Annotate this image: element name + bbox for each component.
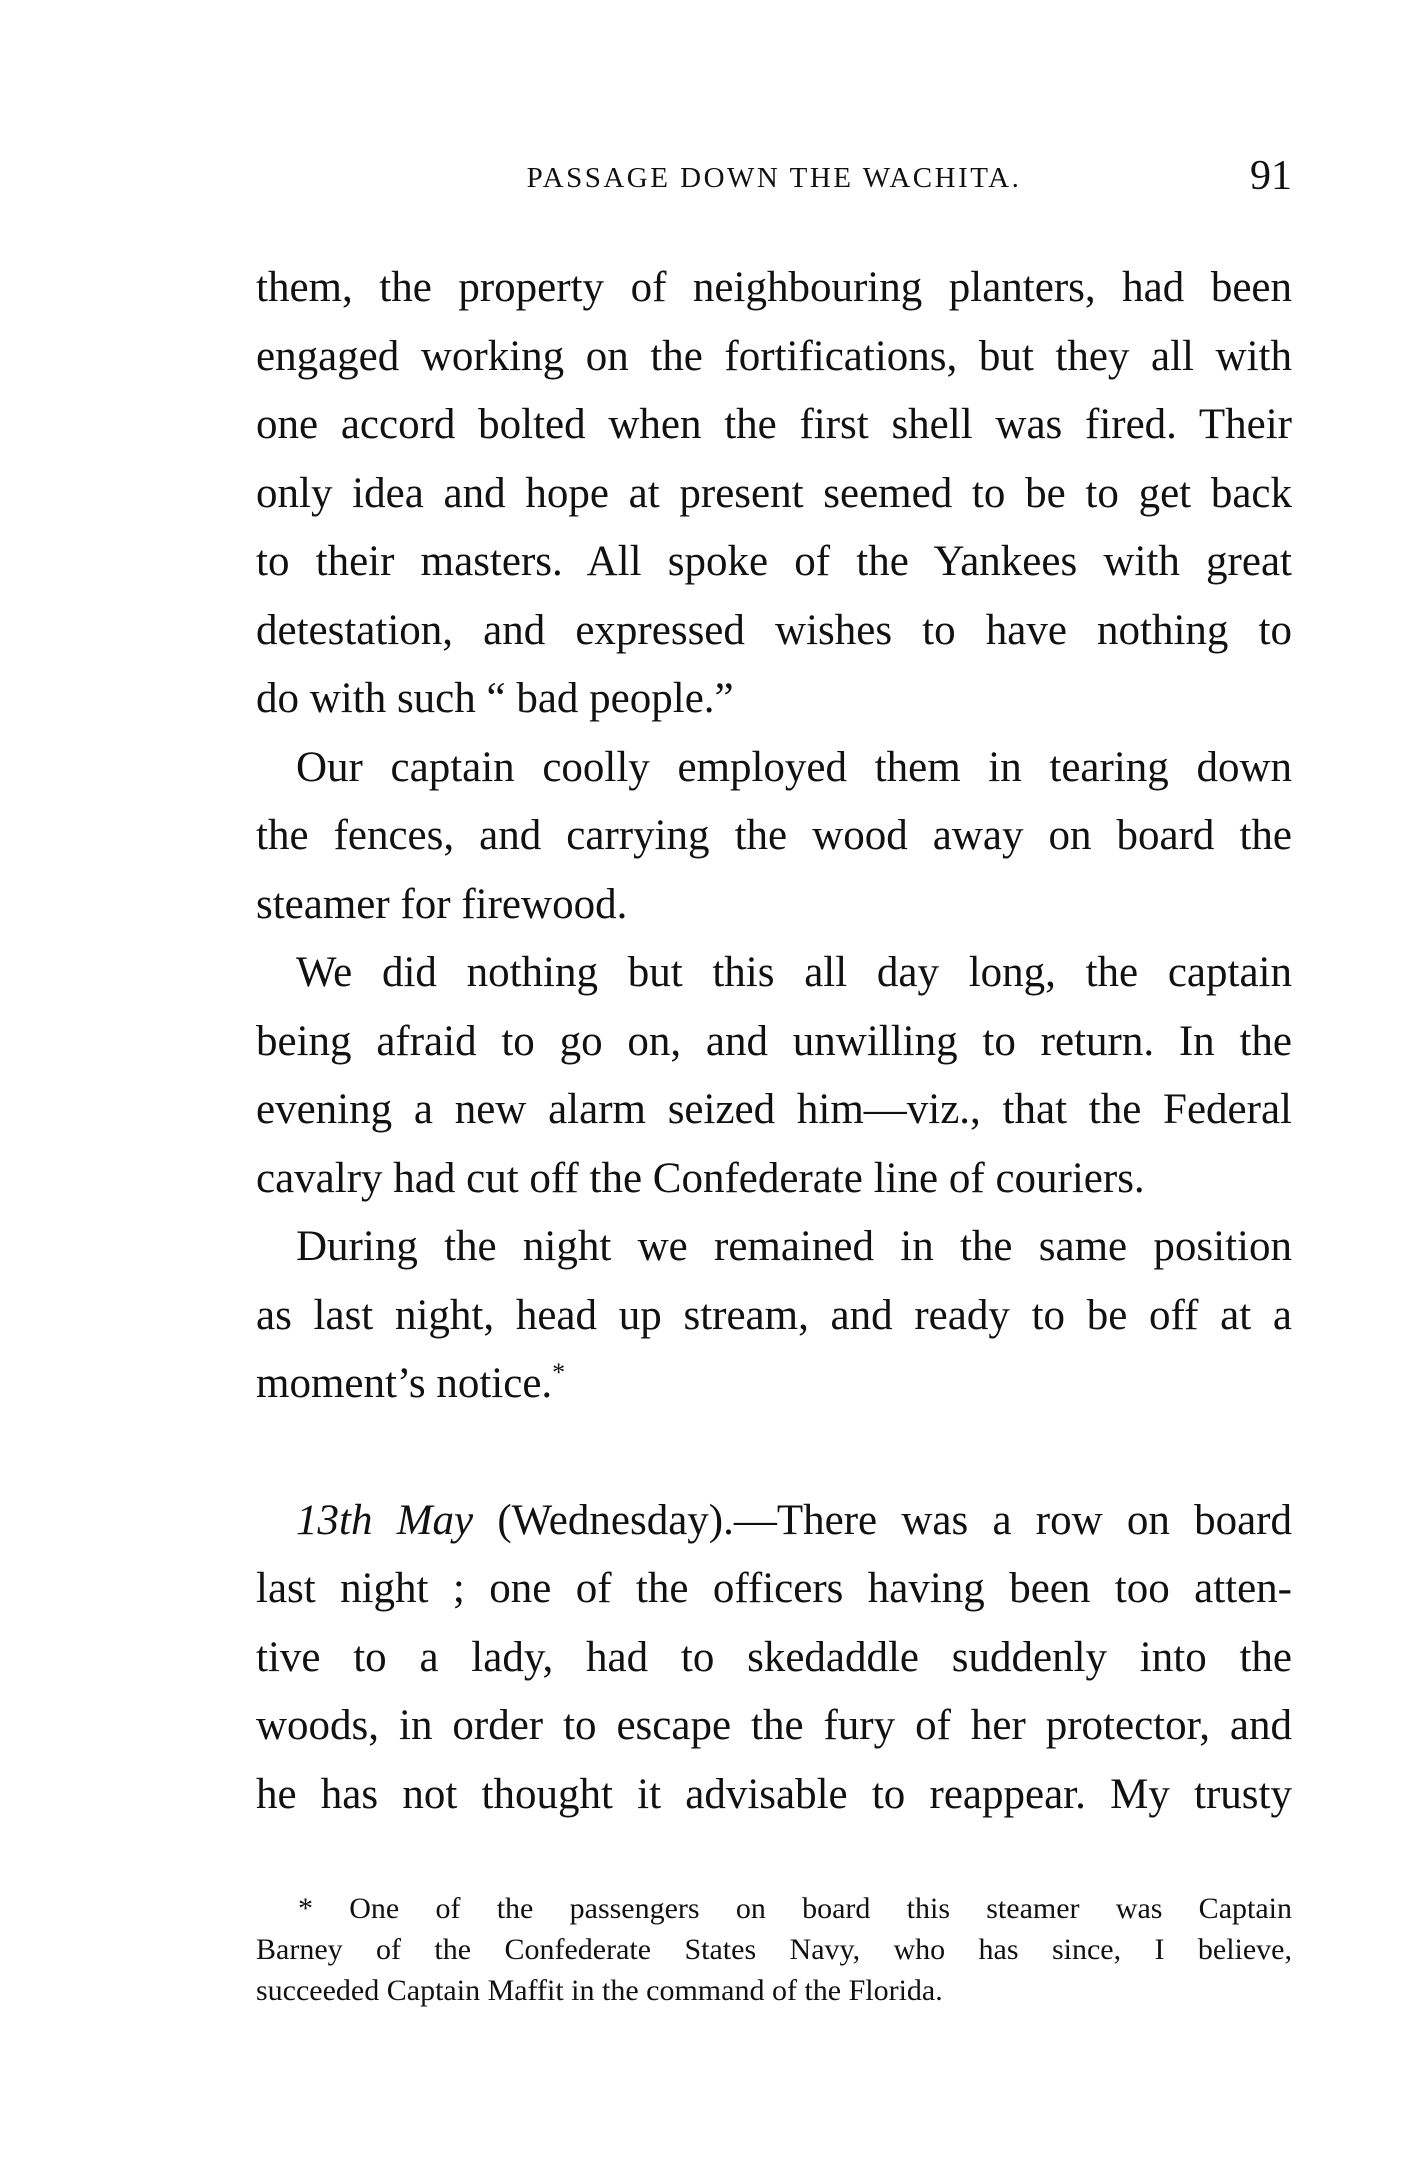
text-line: tive to a lady, had to skedaddle suddenly into the [256, 1633, 1292, 1681]
footnote-reference: * [552, 1358, 566, 1387]
text-line: the fences, and carrying the wood away on board the [256, 812, 1292, 859]
text-line: do with such “ bad people.” [256, 675, 734, 722]
text-line: as last night, head up stream, and ready to be off at a [256, 1291, 1292, 1339]
text-line: only idea and hope at present seemed to be to get back [256, 469, 1292, 517]
footnote-line: * One of the passengers on board this steamer was Captain [298, 1892, 1292, 1925]
diary-entry-line [256, 1487, 1292, 1556]
text-line: being afraid to go on, and unwilling to return. In the [256, 1017, 1292, 1065]
text-line-with-footnote-ref [256, 1350, 1292, 1419]
text-line: them, the property of neighbouring planters, had been [256, 264, 1292, 311]
page-number: 91 [1250, 153, 1292, 199]
text-line: detestation, and expressed wishes to have nothing to [256, 606, 1292, 654]
text-line: to their masters. All spoke of the Yankees with great [256, 538, 1292, 585]
text-line: he has not thought it advisable to reappear. My trusty [256, 1770, 1292, 1818]
footnote [256, 1888, 1292, 2011]
text-line: We did nothing but this all day long, the captain [296, 949, 1292, 996]
text-line: evening a new alarm seized him—viz., that the Federal [256, 1086, 1292, 1133]
entry-text: (Wednesday).—There was a row on board [473, 1496, 1292, 1544]
text-line: engaged working on the fortifications, but they all with [256, 332, 1292, 380]
text-line: During the night we remained in the same position [296, 1223, 1292, 1270]
body-text [256, 254, 1292, 1829]
text-line: woods, in order to escape the fury of her protector, and [256, 1702, 1292, 1749]
text-line: cavalry had cut off the Confederate line of couriers. [256, 1154, 1145, 1202]
text-segment: moment’s notice. [256, 1360, 553, 1407]
entry-date-day: 13th [296, 1496, 373, 1544]
footnote-line: Barney of the Confederate States Navy, who has since, I believe, [256, 1933, 1292, 1966]
running-head [256, 153, 1292, 208]
text-line: last night ; one of the officers having been too atten- [256, 1565, 1292, 1612]
entry-date-month: May [396, 1496, 474, 1544]
running-title: PASSAGE DOWN THE WACHITA. [526, 162, 1022, 194]
text-line: steamer for firewood. [256, 880, 628, 928]
text-line: one accord bolted when the first shell was fired. Their [256, 401, 1292, 448]
footnote-line: succeeded Captain Maffit in the command of the Florida. [256, 1974, 943, 2007]
text-line: Our captain coolly employed them in tearing down [296, 743, 1292, 791]
